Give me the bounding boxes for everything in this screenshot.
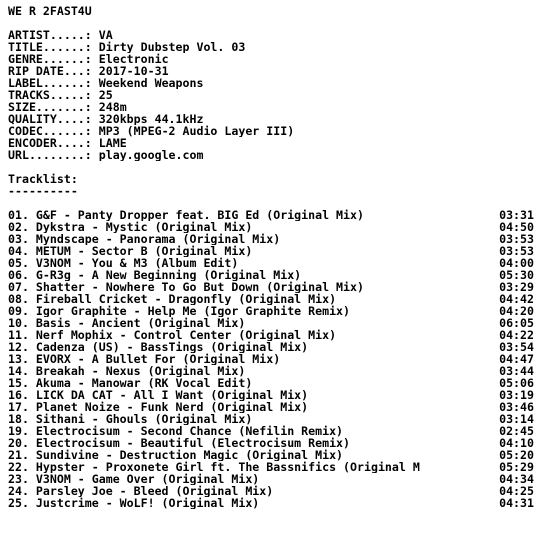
info-value: Electronic [98, 53, 169, 65]
track-row [8, 221, 534, 233]
info-key: LABEL......: [8, 77, 99, 89]
track-row [8, 269, 534, 281]
track-title: 05. V3NOM - You & M3 (Album Edit) [8, 257, 239, 269]
info-value: play.google.com [98, 149, 204, 161]
track-row [8, 389, 534, 401]
tracklist-underline: ---------- [8, 185, 78, 197]
info-row [8, 89, 534, 101]
info-key: URL........: [8, 149, 99, 161]
track-row [8, 329, 534, 341]
track-row [8, 293, 534, 305]
track-title: 07. Shatter - Nowhere To Go But Down (Original Mix) [8, 281, 364, 293]
track-title: 24. Parsley Joe - Bleed (Original Mix) [8, 485, 274, 497]
track-title: 10. Basis - Ancient (Original Mix) [8, 317, 246, 329]
info-key: TRACKS.....: [8, 89, 99, 101]
track-duration: 03:53 [499, 233, 534, 245]
track-row [8, 245, 534, 257]
track-duration: 05:20 [499, 449, 534, 461]
track-row [8, 485, 534, 497]
track-title: 16. LICK DA CAT - All I Want (Original Mix) [8, 389, 309, 401]
track-row [8, 257, 534, 269]
info-key: TITLE......: [8, 41, 99, 53]
track-title: 14. Breakah - Nexus (Original Mix) [8, 365, 246, 377]
release-group-header: WE R 2FAST4U [8, 5, 92, 17]
blank-line [8, 17, 534, 29]
track-title: 12. Cadenza (US) - BassTings (Original Mix) [8, 341, 309, 353]
track-title: 20. Electrocisum - Beautiful (Electrocisum Remix) [8, 437, 351, 449]
info-row [8, 77, 534, 89]
track-duration: 03:31 [499, 209, 534, 221]
track-row [8, 377, 534, 389]
track-duration: 04:34 [499, 473, 534, 485]
release-info-block [8, 29, 534, 161]
track-duration: 04:47 [499, 353, 534, 365]
info-row [8, 41, 534, 53]
track-title: 01. G&F - Panty Dropper feat. BIG Ed (Original Mix) [8, 209, 364, 221]
info-row [8, 113, 534, 125]
track-duration: 03:44 [499, 365, 534, 377]
info-row [8, 137, 534, 149]
track-title: 15. Akuma - Manowar (RK Vocal Edit) [8, 377, 253, 389]
track-title: 23. V3NOM - Game Over (Original Mix) [8, 473, 260, 485]
track-row [8, 317, 534, 329]
info-row [8, 125, 534, 137]
info-key: CODEC......: [8, 125, 99, 137]
info-value: VA [98, 29, 113, 41]
track-row [8, 305, 534, 317]
info-value: 2017-10-31 [98, 65, 169, 77]
track-title: 09. Igor Graphite - Help Me (Igor Graphite Remix) [8, 305, 351, 317]
track-duration: 03:53 [499, 245, 534, 257]
track-row [8, 437, 534, 449]
track-duration: 04:42 [499, 293, 534, 305]
info-value: MP3 (MPEG-2 Audio Layer III) [98, 125, 295, 137]
track-duration: 04:31 [499, 497, 534, 509]
track-duration: 04:22 [499, 329, 534, 341]
track-title: 11. Nerf Mophix - Control Center (Original Mix) [8, 329, 337, 341]
info-key: RIP DATE...: [8, 65, 99, 77]
info-value: 25 [98, 89, 113, 101]
track-row [8, 497, 534, 509]
info-row [8, 149, 534, 161]
track-title: 03. Myndscape - Panorama (Original Mix) [8, 233, 281, 245]
info-key: ENCODER....: [8, 137, 99, 149]
blank-line [8, 161, 534, 173]
track-duration: 02:45 [499, 425, 534, 437]
info-value: Dirty Dubstep Vol. 03 [98, 41, 246, 53]
track-duration: 03:46 [499, 401, 534, 413]
track-duration: 04:10 [499, 437, 534, 449]
track-title: 02. Dykstra - Mystic (Original Mix) [8, 221, 253, 233]
track-title: 22. Hypster - Proxonete Girl ft. The Bassnifics (Original M [8, 461, 420, 473]
track-title: 08. Fireball Cricket - Dragonfly (Original Mix) [8, 293, 337, 305]
track-row [8, 401, 534, 413]
track-row [8, 353, 534, 365]
track-title: 13. EVORX - A Bullet For (Original Mix) [8, 353, 281, 365]
track-duration: 03:19 [499, 389, 534, 401]
track-row [8, 233, 534, 245]
track-row [8, 341, 534, 353]
nfo-text-document [8, 5, 534, 509]
track-title: 04. METUM - Sector B (Original Mix) [8, 245, 253, 257]
track-duration: 04:20 [499, 305, 534, 317]
info-key: GENRE......: [8, 53, 99, 65]
info-key: QUALITY....: [8, 113, 99, 125]
info-value: 248m [98, 101, 127, 113]
track-title: 18. Sithani - Ghouls (Original Mix) [8, 413, 253, 425]
track-list [8, 209, 534, 509]
track-title: 21. Sundivine - Destruction Magic (Original Mix) [8, 449, 344, 461]
track-duration: 04:00 [499, 257, 534, 269]
track-duration: 03:29 [499, 281, 534, 293]
info-row [8, 29, 534, 41]
track-row [8, 413, 534, 425]
info-row [8, 101, 534, 113]
track-title: 17. Planet Noize - Funk Nerd (Original Mix) [8, 401, 309, 413]
track-duration: 05:30 [499, 269, 534, 281]
track-row [8, 449, 534, 461]
info-key: SIZE.......: [8, 101, 99, 113]
tracklist-heading: Tracklist: [8, 173, 78, 185]
track-duration: 04:25 [499, 485, 534, 497]
track-duration: 05:29 [499, 461, 534, 473]
info-row [8, 53, 534, 65]
track-row [8, 461, 534, 473]
track-title: 25. Justcrime - WoLF! (Original Mix) [8, 497, 260, 509]
info-key: ARTIST.....: [8, 29, 99, 41]
track-duration: 04:50 [499, 221, 534, 233]
track-duration: 05:06 [499, 377, 534, 389]
track-row [8, 425, 534, 437]
blank-line [8, 197, 534, 209]
track-row [8, 209, 534, 221]
track-row [8, 473, 534, 485]
info-value: LAME [98, 137, 127, 149]
info-row [8, 65, 534, 77]
track-row [8, 281, 534, 293]
info-value: 320kbps 44.1kHz [98, 113, 204, 125]
track-duration: 03:54 [499, 341, 534, 353]
track-title: 19. Electrocisum - Second Chance (Nefilin Remix) [8, 425, 344, 437]
track-duration: 03:14 [499, 413, 534, 425]
track-duration: 06:05 [499, 317, 534, 329]
track-row [8, 365, 534, 377]
info-value: Weekend Weapons [98, 77, 204, 89]
track-title: 06. G-R3g - A New Beginning (Original Mix) [8, 269, 302, 281]
